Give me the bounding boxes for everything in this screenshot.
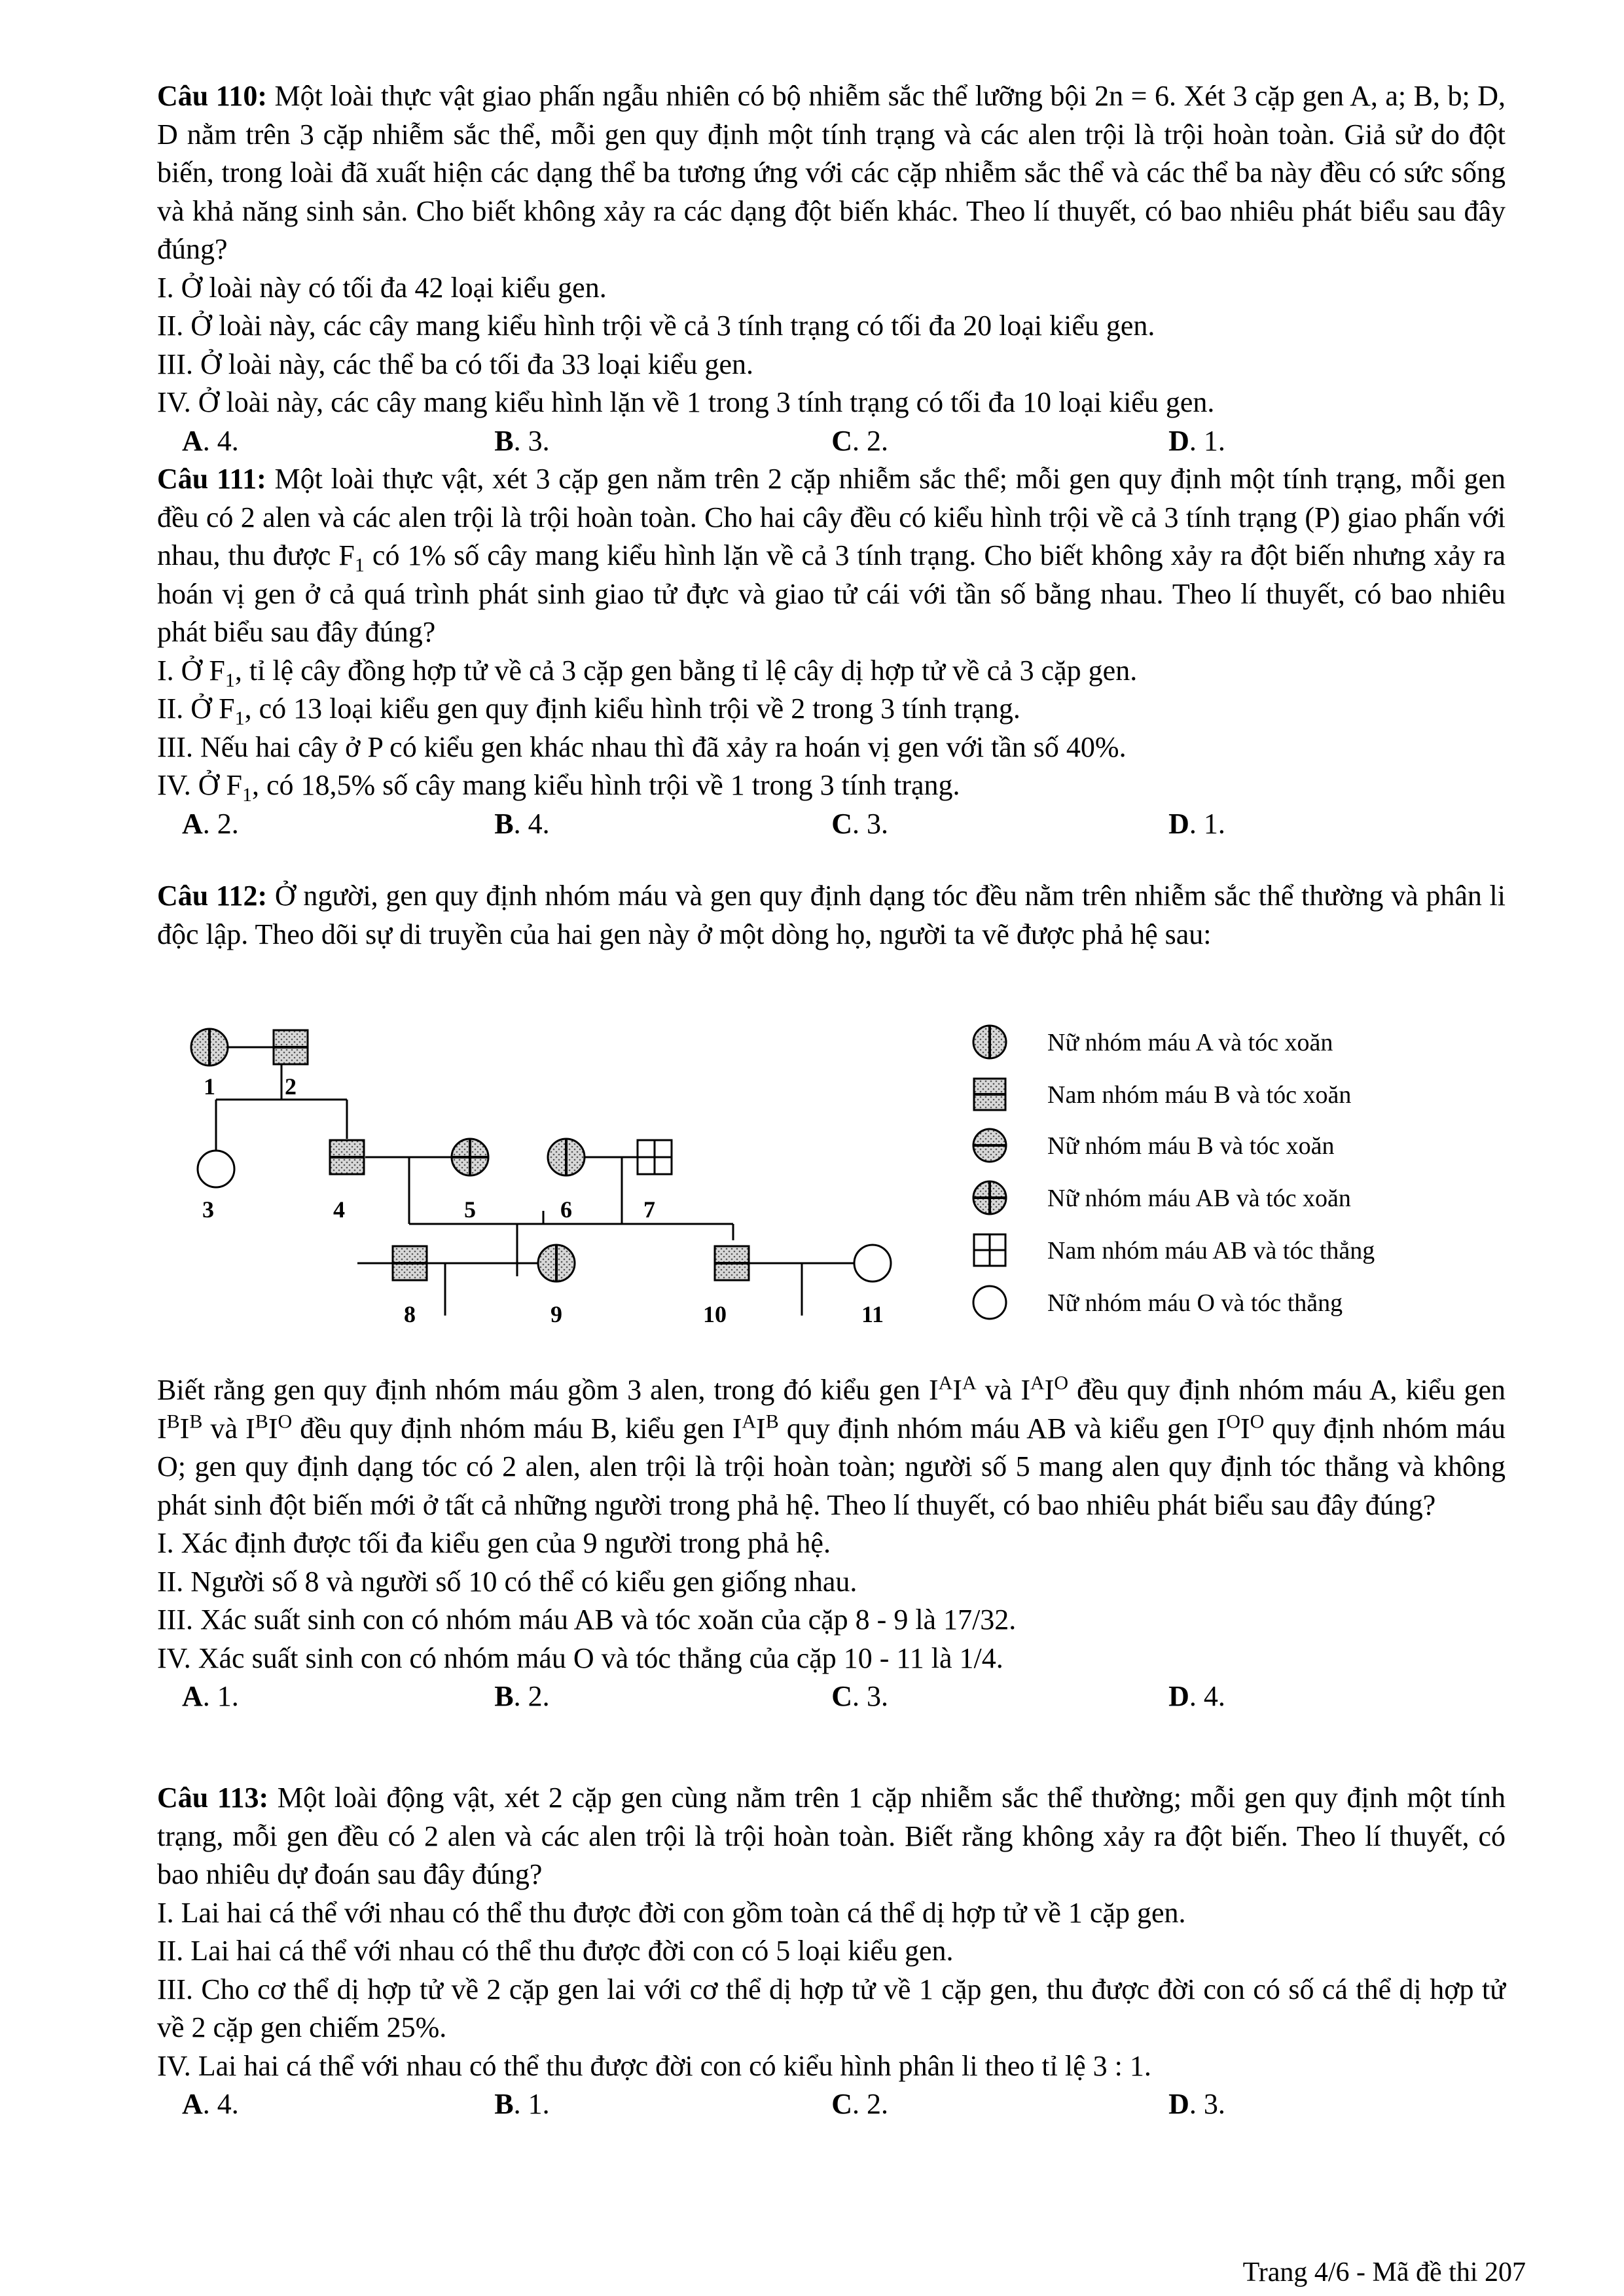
- svg-text:Nữ nhóm máu A và tóc xoăn: Nữ nhóm máu A và tóc xoăn: [1047, 1029, 1333, 1056]
- q111-options: [157, 805, 1506, 844]
- q113-intro: Câu 113: Một loài động vật, xét 2 cặp gen cùng nằm trên 1 cặp nhiễm sắc thể thường; mỗi gen quy định một tính trạng, mỗi gen đều có 2 alen và các alen trội là trội hoàn toàn. Biết rằng không xảy ra đột biến. Theo lí thuyết, có bao nhiêu dự đoán sau đây đúng?: [157, 1782, 1506, 1890]
- q112-statement-1: I. Xác định được tối đa kiểu gen của 9 người trong phả hệ.: [157, 1527, 831, 1559]
- q110-statement-4: IV. Ở loài này, các cây mang kiểu hình lặn về 1 trong 3 tính trạng có tối đa 10 loại kiểu gen.: [157, 386, 1215, 418]
- label-10: 10: [703, 1301, 727, 1327]
- q113-statement-3: III. Cho cơ thể dị hợp tử về 2 cặp gen lai với cơ thể dị hợp tử về 1 cặp gen, thu được đời con có số cá thể dị hợp tử về 2 cặp gen chiếm 25%.: [157, 1973, 1506, 2043]
- svg-text:Nam nhóm máu AB và tóc thẳng: Nam nhóm máu AB và tóc thẳng: [1047, 1237, 1375, 1265]
- q111-intro: Câu 111: Một loài thực vật, xét 3 cặp gen nằm trên 2 cặp nhiễm sắc thể; mỗi gen quy định một tính trạng, mỗi gen đều có 2 alen và các alen trội là trội hoàn toàn. Cho hai cây đều có kiểu hình trội về cả 3 tính trạng (P) giao phấn với nhau, thu được $F_1$ có 1% số cây mang kiểu hình lặn về cả 3 tính trạng. Cho biết không xảy ra đột biến nhưng xảy ra hoán vị gen ở cả quá trình phát sinh giao tử đực và giao tử cái với tần số bằng nhau. Theo lí thuyết, có bao nhiêu phát biểu sau đây đúng?: [157, 463, 1506, 648]
- option-a[interactable]: A. 1.: [182, 1680, 239, 1712]
- q113-statement-4: IV. Lai hai cá thể với nhau có thể thu được đời con có kiểu hình phân li theo tỉ lệ 3 : 1.: [157, 2049, 1151, 2082]
- q113-options: [157, 2085, 1506, 2124]
- label-2: 2: [285, 1073, 297, 1100]
- option-b[interactable]: B. 4.: [494, 807, 550, 840]
- q111-statement-3: III. Nếu hai cây ở P có kiểu gen khác nhau thì đã xảy ra hoán vị gen với tần số 40%.: [157, 730, 1127, 763]
- option-d[interactable]: D. 1.: [1168, 424, 1225, 457]
- q110-statement-3: III. Ở loài này, các thể ba có tối đa 33 loại kiểu gen.: [157, 348, 754, 380]
- pedigree-legend: [956, 1014, 1506, 1342]
- label-8: 8: [404, 1301, 416, 1327]
- question-112: [157, 877, 1506, 954]
- question-110: [157, 77, 1506, 460]
- label-6: 6: [560, 1196, 572, 1223]
- option-b[interactable]: B. 3.: [494, 424, 550, 457]
- legend-female-b-curly: [973, 1129, 1335, 1162]
- legend-male-b-curly: [974, 1079, 1351, 1110]
- label-11: 11: [861, 1301, 884, 1327]
- option-c[interactable]: C. 2.: [831, 424, 888, 457]
- label-9: 9: [550, 1301, 562, 1327]
- option-c[interactable]: C. 3.: [831, 807, 888, 840]
- q113-statement-1: I. Lai hai cá thể với nhau có thể thu được đời con gồm toàn cá thể dị hợp tử về 1 cặp gen.: [157, 1896, 1186, 1929]
- individual-1: [191, 1029, 228, 1066]
- q111-statement-2: II. Ở $F_1$, có 13 loại kiểu gen quy định kiểu hình trội về 2 trong 3 tính trạng.: [157, 692, 1020, 729]
- label-1: 1: [204, 1073, 215, 1100]
- q110-options: [157, 422, 1506, 461]
- q110-statement-1: I. Ở loài này có tối đa 42 loại kiểu gen.: [157, 271, 607, 304]
- page-footer: Trang 4/6 - Mã đề thi 207: [1242, 2257, 1526, 2287]
- legend-male-ab-straight: [974, 1234, 1375, 1266]
- question-113: [157, 1779, 1506, 2124]
- q112-statement-2: II. Người số 8 và người số 10 có thể có kiểu gen giống nhau.: [157, 1565, 857, 1598]
- individual-10: [715, 1246, 749, 1280]
- svg-text:Nữ nhóm máu AB và tóc xoăn: Nữ nhóm máu AB và tóc xoăn: [1047, 1185, 1351, 1212]
- option-b[interactable]: B. 2.: [494, 1680, 550, 1712]
- individual-5: [452, 1139, 488, 1175]
- individual-9: [538, 1245, 575, 1282]
- q111-statement-1: I. Ở $F_1$, tỉ lệ cây đồng hợp tử về cả 3 cặp gen bằng tỉ lệ cây dị hợp tử về cả 3 cặp gen.: [157, 654, 1138, 691]
- individual-8: [393, 1246, 427, 1280]
- option-d[interactable]: D. 3.: [1168, 2088, 1225, 2120]
- q110-intro: Câu 110: Một loài thực vật giao phấn ngẫu nhiên có bộ nhiễm sắc thể lưỡng bội 2n = 6. Xét 3 cặp gen A, a; B, b; D, D nằm trên 3 cặp nhiễm sắc thể, mỗi gen quy định một tính trạng và các alen trội là trội hoàn toàn. Giả sử do đột biến, trong loài đã xuất hiện các dạng thể ba tương ứng với các cặp nhiễm sắc thể và các thể ba này đều có sức sống và khả năng sinh sản. Cho biết không xảy ra các dạng đột biến khác. Theo lí thuyết, có bao nhiêu phát biểu sau đây đúng?: [157, 80, 1506, 265]
- individual-7: [638, 1140, 672, 1174]
- option-a[interactable]: A. 2.: [182, 807, 239, 840]
- label-7: 7: [643, 1196, 655, 1223]
- q112-options: [157, 1677, 1506, 1716]
- individual-11: [854, 1245, 891, 1282]
- label-4: 4: [333, 1196, 345, 1223]
- q112-statement-4: IV. Xác suất sinh con có nhóm máu O và tóc thẳng của cặp 10 - 11 là 1/4.: [157, 1641, 1003, 1674]
- option-c[interactable]: C. 3.: [831, 1680, 888, 1712]
- legend-female-ab-curly: [973, 1181, 1351, 1214]
- individual-2: [274, 1030, 308, 1064]
- individual-6: [548, 1139, 585, 1175]
- option-b[interactable]: B. 1.: [494, 2088, 550, 2120]
- legend-female-a-curly: [973, 1026, 1333, 1058]
- question-112-body: [157, 1371, 1506, 1716]
- q112-statement-3: III. Xác suất sinh con có nhóm máu AB và tóc xoăn của cặp 8 - 9 là 17/32.: [157, 1604, 1017, 1636]
- option-a[interactable]: A. 4.: [182, 2088, 239, 2120]
- option-a[interactable]: A. 4.: [182, 424, 239, 457]
- svg-text:Nữ nhóm máu O và tóc thẳng: Nữ nhóm máu O và tóc thẳng: [1047, 1289, 1343, 1317]
- q112-intro: Câu 112: Ở người, gen quy định nhóm máu và gen quy định dạng tóc đều nằm trên nhiễm sắc thể thường và phân li độc lập. Theo dõi sự di truyền của hai gen này ở một dòng họ, người ta vẽ được phả hệ sau:: [157, 880, 1506, 950]
- q111-statement-4: IV. Ở $F_1$, có 18,5% số cây mang kiểu hình trội về 1 trong 3 tính trạng.: [157, 769, 960, 806]
- q113-statement-2: II. Lai hai cá thể với nhau có thể thu được đời con có 5 loại kiểu gen.: [157, 1935, 954, 1967]
- question-111: [157, 460, 1506, 843]
- individual-3: [198, 1151, 234, 1187]
- individual-4: [330, 1140, 364, 1174]
- option-d[interactable]: D. 4.: [1168, 1680, 1225, 1712]
- option-d[interactable]: D. 1.: [1168, 807, 1225, 840]
- label-3: 3: [202, 1196, 214, 1223]
- legend-female-o-straight: [973, 1286, 1343, 1319]
- label-5: 5: [464, 1196, 476, 1223]
- q112-genotype-info: Biết rằng gen quy định nhóm máu gồm 3 alen, trong đó kiểu gen $I^AI^A$ và $I^AI^O$ đều quy định nhóm máu A, kiểu gen $I^BI^B$ và $I^BI^O$ đều quy định nhóm máu B, kiểu gen $I^AI^B$ quy định nhóm máu AB và kiểu gen $I^OI^O$ quy định nhóm máu O; gen quy định dạng tóc có 2 alen, alen trội là trội hoàn toàn; người số 5 mang alen quy định tóc thẳng và không phát sinh đột biến mới ở tất cả những người trong phả hệ. Theo lí thuyết, có bao nhiêu phát biểu sau đây đúng?: [157, 1372, 1506, 1521]
- svg-text:Nam nhóm máu B và tóc xoăn: Nam nhóm máu B và tóc xoăn: [1047, 1081, 1352, 1109]
- svg-text:Nữ nhóm máu B và tóc xoăn: Nữ nhóm máu B và tóc xoăn: [1047, 1132, 1335, 1160]
- q110-statement-2: II. Ở loài này, các cây mang kiểu hình trội về cả 3 tính trạng có tối đa 20 loại kiểu gen.: [157, 310, 1155, 342]
- pedigree-chart: [157, 1014, 916, 1355]
- option-c[interactable]: C. 2.: [831, 2088, 888, 2120]
